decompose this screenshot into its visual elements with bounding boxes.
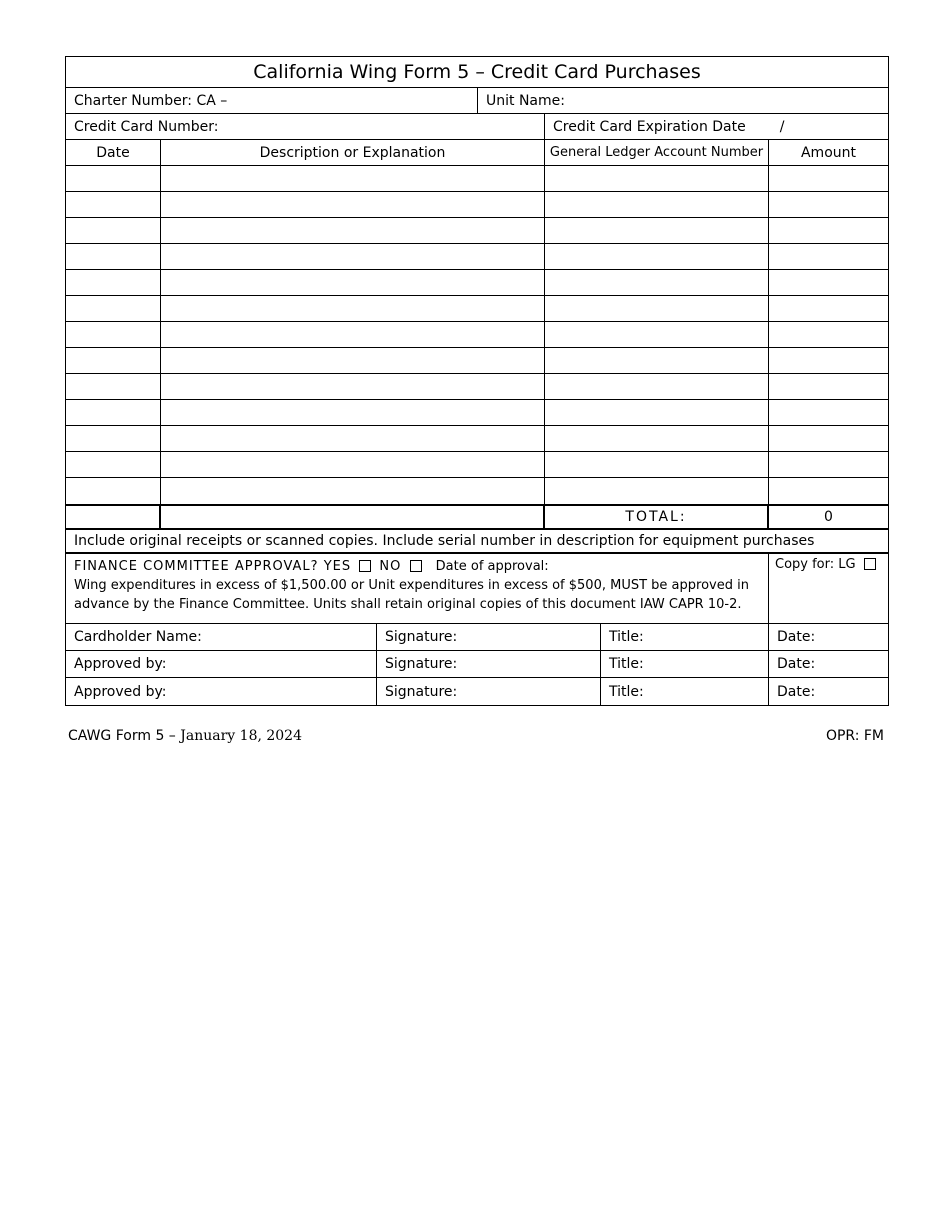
entry-gl-account-cell[interactable]	[545, 244, 769, 269]
col-header-amount: Amount	[800, 144, 856, 161]
table-row	[66, 374, 888, 400]
entry-date-cell[interactable]	[66, 322, 161, 347]
approver-2-title-field[interactable]: Title:	[601, 678, 769, 705]
entry-date-cell[interactable]	[66, 244, 161, 269]
entry-description-cell[interactable]	[161, 192, 545, 217]
total-row	[66, 504, 888, 530]
approver-1-date-field[interactable]: Date:	[777, 656, 816, 672]
entry-description-cell[interactable]	[161, 296, 545, 321]
entry-date-cell[interactable]	[66, 348, 161, 373]
entry-gl-account-cell[interactable]	[545, 426, 769, 451]
approval-date-label: Date of approval:	[435, 559, 549, 574]
approver-2-signature-field[interactable]: Signature:	[377, 678, 601, 705]
card-number-field[interactable]: Credit Card Number:	[66, 114, 545, 139]
cardholder-title-field[interactable]: Title:	[601, 624, 769, 650]
entry-amount-cell[interactable]	[769, 452, 888, 477]
entry-date-cell[interactable]	[66, 296, 161, 321]
copy-for-section	[769, 554, 888, 623]
table-row	[66, 452, 888, 478]
entry-date-cell[interactable]	[66, 192, 161, 217]
approver-2-date-field[interactable]: Date:	[777, 683, 816, 700]
footer-revision-date: January 18, 2024	[180, 728, 302, 744]
approver-2-name-field[interactable]: Approved by:	[66, 678, 377, 705]
entry-gl-account-cell[interactable]	[545, 218, 769, 243]
entry-gl-account-cell[interactable]	[545, 452, 769, 477]
entry-amount-cell[interactable]	[769, 426, 888, 451]
table-row	[66, 192, 888, 218]
charter-number-field[interactable]: Charter Number: CA –	[66, 88, 478, 113]
table-row	[66, 322, 888, 348]
entry-rows	[66, 166, 888, 504]
entry-amount-cell[interactable]	[769, 244, 888, 269]
receipts-note: Include original receipts or scanned copies. Include serial number in description for equipment purchases	[66, 530, 888, 554]
entry-date-cell[interactable]	[66, 270, 161, 295]
entry-gl-account-cell[interactable]	[545, 166, 769, 191]
entry-gl-account-cell[interactable]	[545, 400, 769, 425]
approval-rule-line-1: Wing expenditures in excess of $1,500.00 or Unit expenditures in excess of $500, MUST be approved in	[74, 578, 749, 593]
entry-date-cell[interactable]	[66, 426, 161, 451]
entry-date-cell[interactable]	[66, 166, 161, 191]
col-header-date: Date	[66, 140, 161, 165]
entry-amount-cell[interactable]	[769, 192, 888, 217]
entry-description-cell[interactable]	[161, 348, 545, 373]
unit-name-field[interactable]: Unit Name:	[486, 92, 565, 109]
table-row	[66, 400, 888, 426]
entry-date-cell[interactable]	[66, 374, 161, 399]
entry-description-cell[interactable]	[161, 322, 545, 347]
expiration-date-field[interactable]	[545, 114, 888, 139]
entry-description-cell[interactable]	[161, 452, 545, 477]
entry-date-cell[interactable]	[66, 400, 161, 425]
approver-1-signature-field[interactable]: Signature:	[377, 651, 601, 677]
approval-details	[66, 554, 769, 623]
signature-row	[66, 678, 888, 705]
entry-gl-account-cell[interactable]	[545, 348, 769, 373]
entry-amount-cell[interactable]	[769, 218, 888, 243]
entry-amount-cell[interactable]	[769, 166, 888, 191]
finance-approval-section	[66, 554, 888, 624]
approver-1-title-field[interactable]: Title:	[601, 651, 769, 677]
approval-rule-line-2: advance by the Finance Committee. Units shall retain original copies of this document IAW CAPR 10-2.	[74, 597, 742, 612]
entry-gl-account-cell[interactable]	[545, 192, 769, 217]
total-amount[interactable]: 0	[824, 509, 833, 525]
card-row	[66, 114, 888, 140]
cardholder-signature-field[interactable]: Signature:	[377, 624, 601, 650]
table-row	[66, 244, 888, 270]
entry-amount-cell[interactable]	[769, 348, 888, 373]
col-header-gl-account: General Ledger Account Number	[545, 140, 769, 165]
entry-description-cell[interactable]	[161, 166, 545, 191]
cardholder-date-field[interactable]: Date:	[777, 629, 816, 645]
charter-row	[66, 88, 888, 114]
entry-gl-account-cell[interactable]	[545, 478, 769, 504]
approval-no-label: NO	[379, 559, 402, 574]
entry-description-cell[interactable]	[161, 270, 545, 295]
entry-amount-cell[interactable]	[769, 270, 888, 295]
entry-description-cell[interactable]	[161, 400, 545, 425]
total-row-date[interactable]	[66, 506, 161, 528]
entry-description-cell[interactable]	[161, 478, 545, 504]
table-row	[66, 478, 888, 504]
signature-row	[66, 624, 888, 651]
approval-yes-checkbox[interactable]	[359, 560, 371, 572]
entry-description-cell[interactable]	[161, 244, 545, 269]
form-title: California Wing Form 5 – Credit Card Purchases	[66, 57, 888, 88]
entry-amount-cell[interactable]	[769, 400, 888, 425]
table-row	[66, 270, 888, 296]
entry-gl-account-cell[interactable]	[545, 322, 769, 347]
copy-for-lg-checkbox[interactable]	[864, 558, 876, 570]
entry-gl-account-cell[interactable]	[545, 374, 769, 399]
entry-amount-cell[interactable]	[769, 374, 888, 399]
entry-description-cell[interactable]	[161, 218, 545, 243]
signature-row	[66, 651, 888, 678]
footer-form-id	[68, 728, 302, 744]
expiration-separator: /	[779, 118, 785, 135]
entry-description-cell[interactable]	[161, 426, 545, 451]
approver-1-name-field[interactable]: Approved by:	[66, 651, 377, 677]
total-label: TOTAL:	[545, 506, 769, 528]
entry-amount-cell[interactable]	[769, 478, 888, 504]
footer-opr: OPR: FM	[825, 728, 884, 744]
copy-for-label: Copy for: LG	[775, 557, 856, 572]
table-row	[66, 426, 888, 452]
credit-card-purchase-form	[65, 56, 889, 706]
table-row	[66, 218, 888, 244]
table-row	[66, 166, 888, 192]
approval-no-checkbox[interactable]	[410, 560, 422, 572]
entry-gl-account-cell[interactable]	[545, 296, 769, 321]
table-row	[66, 348, 888, 374]
col-header-description: Description or Explanation	[161, 140, 545, 165]
footer-form-name: CAWG Form 5 –	[68, 728, 176, 744]
expiration-label: Credit Card Expiration Date	[553, 118, 746, 135]
entry-gl-account-cell[interactable]	[545, 270, 769, 295]
total-row-description[interactable]	[161, 506, 545, 528]
entry-date-cell[interactable]	[66, 218, 161, 243]
approval-label: FINANCE COMMITTEE APPROVAL? YES	[74, 559, 352, 574]
entry-date-cell[interactable]	[66, 478, 161, 504]
entry-date-cell[interactable]	[66, 452, 161, 477]
table-row	[66, 296, 888, 322]
column-header-row	[66, 140, 888, 166]
entry-description-cell[interactable]	[161, 374, 545, 399]
entry-amount-cell[interactable]	[769, 296, 888, 321]
entry-amount-cell[interactable]	[769, 322, 888, 347]
cardholder-name-field[interactable]: Cardholder Name:	[66, 624, 377, 650]
